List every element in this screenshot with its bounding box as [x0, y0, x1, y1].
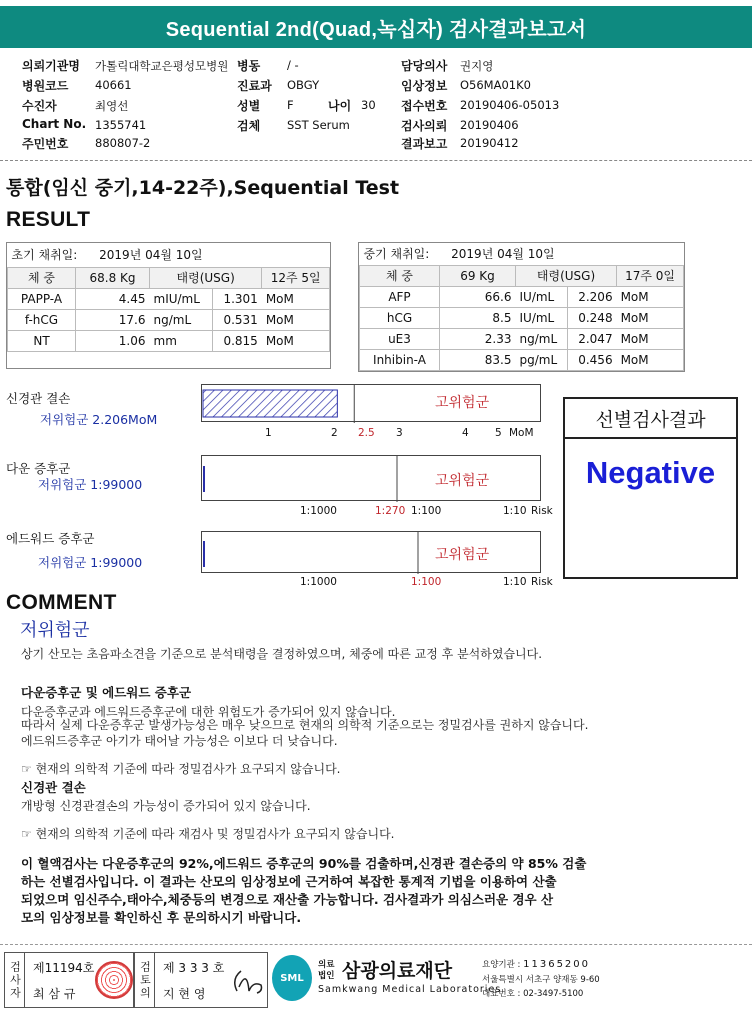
org-code-value: 11365200: [523, 959, 591, 970]
info-value: 가톨릭대학교은평성모병원: [95, 59, 229, 73]
marker-mom: 1.301: [213, 288, 262, 309]
ntd-tick: 3: [396, 427, 403, 439]
confirmer-signature: [227, 961, 267, 1001]
edwards-value-bar: [203, 541, 205, 567]
marker-name: Inhibin-A: [360, 349, 440, 370]
ga-value: 17주 0일: [617, 265, 684, 286]
test-title: 통합(임신 중기,14-22주),Sequential Test: [6, 177, 400, 199]
down-high-risk: 고위험군: [435, 473, 490, 489]
marker-value: 8.5: [440, 307, 516, 328]
comment-summary-line: 모의 임상정보를 확인하신 후 문의하시기 바랍니다.: [21, 910, 302, 925]
down-tick-suffix: Risk: [531, 505, 553, 517]
edwards-tick: 1:1000: [300, 576, 337, 588]
marker-mom: 0.248: [568, 307, 617, 328]
org-logo-text: SML: [280, 972, 304, 984]
marker-mom: 2.047: [568, 328, 617, 349]
marker-unit: IU/mL: [516, 286, 568, 307]
down-chart-svg: [202, 456, 542, 502]
comment-subheading: 신경관 결손: [21, 780, 86, 795]
tester-name: 최 삼 규: [33, 987, 76, 1001]
marker-value: 1.06: [76, 330, 150, 351]
marker-mom: 0.815: [213, 330, 262, 351]
marker-value: 66.6: [440, 286, 516, 307]
marker-mom-unit: MoM: [617, 286, 684, 307]
weight-value: 68.8 Kg: [76, 267, 150, 288]
info-value: 20190406: [460, 118, 519, 132]
first-trimester-panel: [6, 242, 331, 369]
edwards-high-risk: 고위험군: [435, 547, 490, 563]
marker-unit: mm: [150, 330, 213, 351]
info-label: 검체: [237, 119, 261, 133]
ntd-high-risk: 고위험군: [435, 395, 490, 411]
org-prefix: 법인: [318, 971, 335, 981]
tester-signature-block: [4, 952, 134, 1008]
comment-line: 상기 산모는 초음파소견을 기준으로 분석태령을 결정하였으며, 체중에 따른 교정 후 분석하였습니다.: [21, 647, 543, 661]
info-value: SST Serum: [287, 118, 350, 132]
comment-line: 따라서 실제 다운증후군 발생가능성은 매우 낮으므로 현재의 의학적 기준으로는 정밀검사를 권하지 않습니다.: [21, 718, 589, 732]
marker-mom-unit: MoM: [617, 349, 684, 370]
ntd-chart-svg: [202, 385, 542, 423]
down-tick: 1:1000: [300, 505, 337, 517]
org-address: 서울특별시 서초구 양재동 9-60: [482, 975, 600, 985]
comment-line: 개방형 신경관결손의 가능성이 증가되어 있지 않습니다.: [21, 799, 311, 813]
result-heading: RESULT: [6, 208, 91, 231]
marker-name: f-hCG: [8, 309, 76, 330]
info-value: 최영선: [95, 99, 129, 113]
marker-unit: ng/mL: [150, 309, 213, 330]
comment-line: 에드워드증후군 아기가 태어날 가능성은 이보다 더 낮습니다.: [21, 734, 338, 748]
table-row: [360, 286, 684, 307]
table-row: [8, 309, 330, 330]
marker-mom-unit: MoM: [617, 307, 684, 328]
down-tick: 1:10: [503, 505, 527, 517]
screening-result-value: Negative: [585, 455, 716, 490]
info-label: 결과보고: [401, 137, 448, 151]
marker-mom-unit: MoM: [617, 328, 684, 349]
down-title: 다운 증후군: [6, 461, 71, 476]
info-value: 권지영: [460, 59, 494, 73]
ntd-cutoff-label: 2.5: [358, 427, 375, 439]
tester-label: 검사자: [5, 953, 25, 1007]
info-value: 40661: [95, 78, 132, 92]
comment-summary: [21, 855, 746, 927]
marker-mom-unit: MoM: [262, 330, 330, 351]
edwards-chart: [201, 531, 541, 573]
first-date-value: 2019년 04월 10일: [99, 248, 203, 263]
weight-label: 체 중: [360, 265, 440, 286]
confirmer-signature-block: [134, 952, 268, 1008]
org-phone: [482, 987, 583, 999]
table-row: [8, 288, 330, 309]
org-code: [482, 958, 590, 970]
comment-summary-line: 하는 선별검사입니다. 이 결과는 산모의 임상정보에 근거하여 복잡한 통계적 기법을 이용하여 산출: [21, 874, 557, 889]
info-value: OBGY: [287, 78, 320, 92]
comment-note: ☞ 현재의 의학적 기준에 따라 정밀검사가 요구되지 않습니다.: [21, 762, 341, 776]
tester-license: 제11194호: [33, 961, 95, 975]
marker-mom: 2.206: [568, 286, 617, 307]
divider: [0, 160, 752, 161]
patient-info: [0, 54, 752, 154]
marker-value: 83.5: [440, 349, 516, 370]
comment-subheading: 다운증후군 및 에드워드 증후군: [21, 685, 192, 700]
comment-risk: 저위험군: [20, 620, 90, 641]
screening-result-title: 선별검사결과: [565, 399, 736, 439]
second-date-label: 중기 채취일:: [363, 247, 430, 262]
info-value: 30: [361, 98, 376, 112]
second-date-value: 2019년 04월 10일: [451, 247, 555, 262]
info-label: 주민번호: [22, 137, 69, 151]
info-label: 성별: [237, 99, 261, 113]
ntd-chart: [201, 384, 541, 422]
marker-name: uE3: [360, 328, 440, 349]
org-block: [272, 952, 748, 1008]
marker-mom-unit: MoM: [262, 309, 330, 330]
info-label: 병동: [237, 59, 261, 73]
comment-line: 다운증후군과 에드워드증후군에 대한 위험도가 증가되어 있지 않습니다.: [21, 705, 396, 719]
org-name: 삼광의료재단: [342, 960, 453, 982]
edwards-title: 에드워드 증후군: [6, 531, 95, 546]
down-chart: [201, 455, 541, 501]
info-label: 검사의뢰: [401, 119, 448, 133]
ntd-tick: 5: [495, 427, 502, 439]
info-label: 진료과: [237, 79, 272, 93]
ntd-value-bar: [203, 390, 337, 417]
weight-value: 69 Kg: [440, 265, 516, 286]
table-row: [360, 349, 684, 370]
org-english-name: Samkwang Medical Laboratories: [318, 984, 502, 995]
down-tick: 1:100: [411, 505, 442, 517]
marker-mom-unit: MoM: [262, 288, 330, 309]
ga-label: 태령(USG): [150, 267, 262, 288]
confirmer-label: 검토의: [135, 953, 155, 1007]
info-value: F: [287, 98, 294, 112]
edwards-result: 저위험군 1:99000: [38, 555, 143, 570]
marker-name: hCG: [360, 307, 440, 328]
comment-note: ☞ 현재의 의학적 기준에 따라 재검사 및 정밀검사가 요구되지 않습니다.: [21, 827, 395, 841]
divider: [0, 944, 752, 945]
org-prefix: 의료: [318, 960, 335, 970]
info-label: 의뢰기관명: [22, 59, 80, 73]
info-value: 20190412: [460, 136, 519, 150]
marker-name: NT: [8, 330, 76, 351]
screening-result-box: [563, 397, 738, 579]
ntd-tick: 1: [265, 427, 272, 439]
ntd-title: 신경관 결손: [6, 391, 71, 406]
marker-name: PAPP-A: [8, 288, 76, 309]
marker-value: 4.45: [76, 288, 150, 309]
confirmer-name: 지 현 영: [163, 987, 206, 1001]
info-value: / -: [287, 58, 299, 72]
edwards-tick-suffix: Risk: [531, 576, 553, 588]
ntd-tick-suffix: MoM: [509, 427, 534, 439]
edwards-cutoff-label: 1:100: [411, 576, 442, 588]
ntd-tick: 2: [331, 427, 338, 439]
marker-value: 17.6: [76, 309, 150, 330]
edwards-chart-svg: [202, 532, 542, 574]
info-value: 880807-2: [95, 136, 151, 150]
marker-name: AFP: [360, 286, 440, 307]
marker-unit: pg/mL: [516, 349, 568, 370]
marker-value: 2.33: [440, 328, 516, 349]
org-phone-label: 대표번호 :: [482, 989, 524, 999]
info-label: Chart No.: [22, 117, 87, 131]
info-label: 담당의사: [401, 59, 448, 73]
org-logo-icon: [272, 955, 312, 1001]
ntd-result: 저위험군 2.206MoM: [40, 412, 158, 427]
comment-heading: COMMENT: [6, 591, 117, 614]
info-value: 1355741: [95, 118, 147, 132]
marker-mom: 0.456: [568, 349, 617, 370]
edwards-tick: 1:10: [503, 576, 527, 588]
confirmer-license: 제 3 3 3 호: [163, 961, 225, 975]
down-value-bar: [203, 466, 205, 492]
down-result: 저위험군 1:99000: [38, 477, 143, 492]
weight-label: 체 중: [8, 267, 76, 288]
marker-mom: 0.531: [213, 309, 262, 330]
tester-seal: [95, 961, 133, 999]
org-phone-value: 02-3497-5100: [523, 989, 584, 999]
marker-unit: mIU/mL: [150, 288, 213, 309]
info-label: 수진자: [22, 99, 57, 113]
comment-summary-line: 되었으며 임신주수,태아수,체중등의 변경으로 재산출 가능합니다. 검사결과가 의심스러운 경우 산: [21, 892, 554, 907]
down-cutoff-label: 1:270: [375, 505, 406, 517]
first-date-label: 초기 채취일:: [11, 248, 78, 263]
table-row: [8, 330, 330, 351]
info-label: 접수번호: [401, 99, 448, 113]
ga-label: 태령(USG): [516, 265, 617, 286]
org-code-label: 요양기관 :: [482, 960, 524, 970]
ntd-tick: 4: [462, 427, 469, 439]
marker-unit: IU/mL: [516, 307, 568, 328]
report-title: Sequential 2nd(Quad,녹십자) 검사결과보고서: [0, 6, 752, 48]
comment-summary-line: 이 혈액검사는 다운증후군의 92%,에드워드 증후군의 90%를 검출하며,신경관 결손증의 약 85% 검출: [21, 856, 587, 871]
ga-value: 12주 5일: [262, 267, 330, 288]
info-label: 병원코드: [22, 79, 69, 93]
second-trimester-panel: [358, 242, 685, 372]
table-row: [360, 307, 684, 328]
marker-unit: ng/mL: [516, 328, 568, 349]
info-label: 나이: [328, 99, 352, 113]
table-row: [360, 328, 684, 349]
info-label: 임상정보: [401, 79, 448, 93]
info-value: 20190406-05013: [460, 98, 560, 112]
info-value: O56MA01K0: [460, 78, 531, 92]
